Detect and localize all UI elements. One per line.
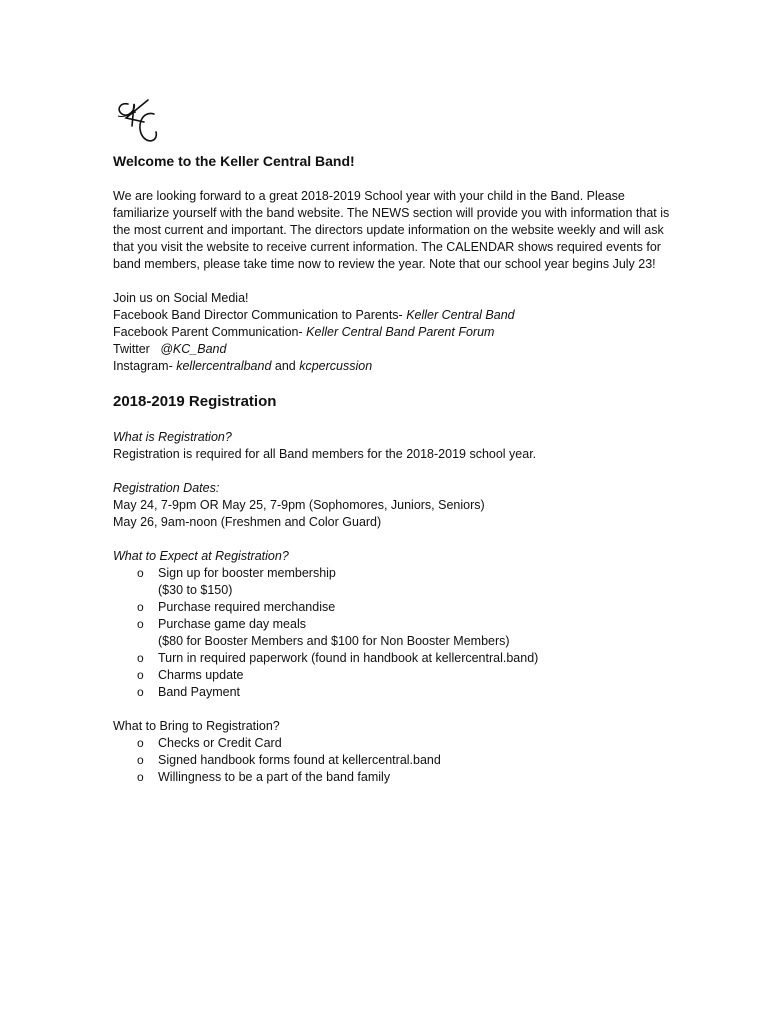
list-item-text: Purchase game day meals: [158, 617, 306, 631]
social-line-label: Facebook Parent Communication-: [113, 325, 307, 339]
social-line-label: Twitter: [113, 342, 161, 356]
what-to-bring: [113, 718, 673, 786]
list-item: [113, 565, 673, 599]
social-handle: kellercentralband: [176, 359, 272, 373]
bullet-icon: o: [137, 753, 144, 767]
list-item: [113, 599, 673, 616]
bullet-icon: o: [137, 651, 144, 665]
intro-paragraph: We are looking forward to a great 2018-2019 School year with your child in the Band. Please familiarize yourself with the band website. The NEWS section will provide you with information that is the most current and important. The directors update information on the website weekly and will ask that you visit the website to receive current information. The CALENDAR shows required events for band members, please take time now to review the year. Note that our school year begins July 23!: [113, 189, 670, 271]
social-heading: Join us on Social Media!: [113, 291, 249, 305]
bullet-icon: o: [137, 566, 144, 580]
bring-list: [113, 735, 673, 786]
social-line: [113, 307, 673, 324]
dates-label: Registration Dates:: [113, 481, 220, 495]
list-item-text: Band Payment: [158, 685, 240, 699]
social-handle: @KC_Band: [160, 342, 227, 356]
bullet-icon: o: [137, 736, 144, 750]
list-item-text: Signed handbook forms found at kellercentral.band: [158, 753, 441, 767]
bullet-icon: o: [137, 685, 144, 699]
bullet-icon: o: [137, 617, 144, 631]
list-item: [113, 616, 673, 650]
expect-label: What to Expect at Registration?: [113, 549, 289, 563]
list-item: [113, 769, 673, 786]
social-line-joiner: and: [271, 359, 300, 373]
registration-heading: 2018-2019 Registration: [113, 393, 277, 410]
list-item-text: Purchase required merchandise: [158, 600, 336, 614]
list-item: [113, 650, 673, 667]
bullet-icon: o: [137, 600, 144, 614]
document-body: [113, 152, 673, 803]
list-item: [113, 752, 673, 769]
date-line: May 24, 7-9pm OR May 25, 7-9pm (Sophomores, Juniors, Seniors): [113, 498, 485, 512]
list-item: [113, 667, 673, 684]
social-handle: kcpercussion: [299, 359, 373, 373]
social-line-label: Facebook Band Director Communication to Parents-: [113, 308, 407, 322]
list-item-subtext: ($80 for Booster Members and $100 for Non Booster Members): [158, 634, 510, 648]
bring-label: What to Bring to Registration?: [113, 719, 280, 733]
what-is-text: Registration is required for all Band members for the 2018-2019 school year.: [113, 447, 537, 461]
list-item: [113, 735, 673, 752]
social-handle: Keller Central Band Parent Forum: [306, 325, 495, 339]
what-is-label: What is Registration?: [113, 430, 232, 444]
social-media-section: [113, 290, 673, 375]
what-is-registration: [113, 429, 673, 463]
social-handle: Keller Central Band: [406, 308, 515, 322]
social-line: [113, 358, 673, 375]
expect-list: [113, 565, 673, 701]
page-title: Welcome to the Keller Central Band!: [113, 153, 355, 169]
list-item-text: Willingness to be a part of the band family: [158, 770, 391, 784]
social-line: [113, 324, 673, 341]
bullet-icon: o: [137, 770, 144, 784]
registration-dates: [113, 480, 673, 531]
what-to-expect: [113, 548, 673, 701]
list-item-text: Sign up for booster membership: [158, 566, 336, 580]
list-item-text: Turn in required paperwork (found in handbook at kellercentral.band): [158, 651, 539, 665]
kc-monogram-logo: [114, 96, 166, 150]
date-line: May 26, 9am-noon (Freshmen and Color Guard): [113, 515, 382, 529]
list-item-text: Checks or Credit Card: [158, 736, 282, 750]
list-item-subtext: ($30 to $150): [158, 583, 233, 597]
social-line: [113, 341, 673, 358]
bullet-icon: o: [137, 668, 144, 682]
list-item-text: Charms update: [158, 668, 244, 682]
list-item: [113, 684, 673, 701]
social-line-label: Instagram-: [113, 359, 177, 373]
